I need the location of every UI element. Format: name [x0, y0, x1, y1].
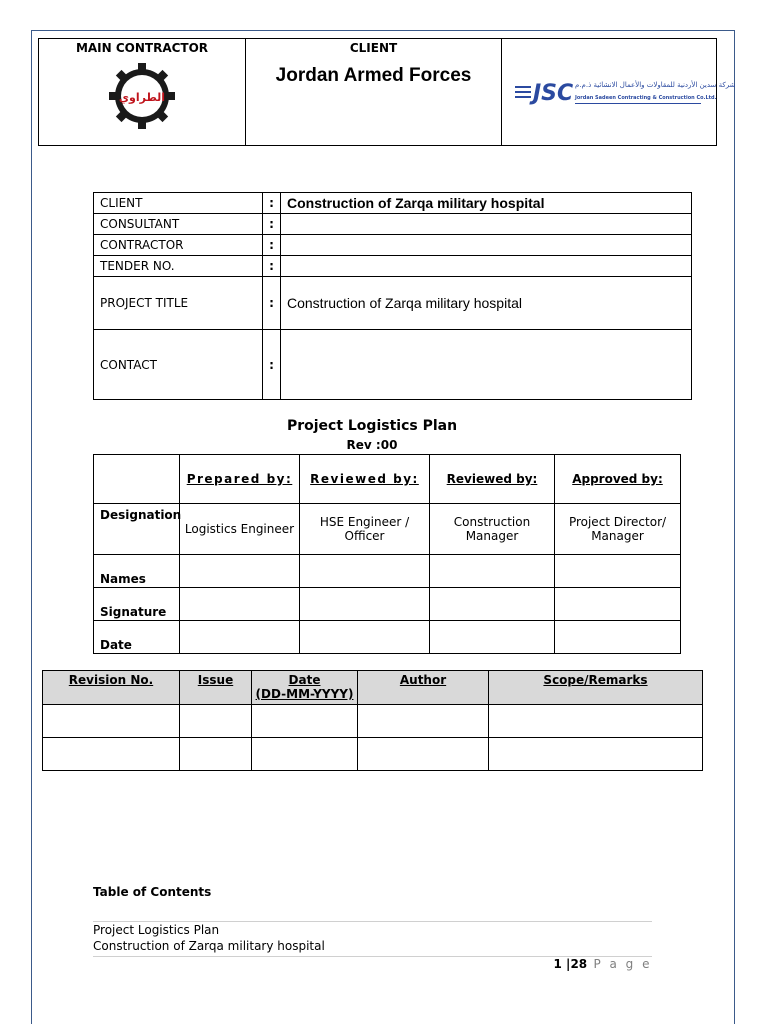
revision-cell [489, 738, 703, 771]
info-row [94, 235, 692, 256]
names-cell [555, 555, 681, 588]
info-label: CONTACT [94, 330, 263, 400]
jsc-logo-arabic: شركة سدين الأردنية للمقاولات والأعمال الانشائية ذ.م.م [575, 80, 736, 89]
revision-cell [43, 738, 180, 771]
jsc-logo [513, 74, 736, 110]
names-row [94, 555, 681, 588]
signature-cell [180, 588, 300, 621]
main-contractor-logo [107, 61, 177, 131]
info-row [94, 330, 692, 400]
page-word: P a g e [587, 957, 652, 971]
designation-cell: Project Director/ Manager [555, 504, 681, 555]
client-name: Jordan Armed Forces [275, 65, 472, 86]
document-header [38, 38, 736, 146]
date-row [94, 621, 681, 654]
table-of-contents-title: Table of Contents [93, 885, 212, 899]
revision-table [42, 670, 703, 771]
client-cell [246, 39, 502, 146]
main-contractor-label: MAIN CONTRACTOR [75, 41, 209, 55]
revision-header-row [43, 671, 703, 705]
date-label: Date [94, 621, 180, 654]
info-colon: : [263, 256, 281, 277]
info-label: CLIENT [94, 193, 263, 214]
page-number [554, 957, 652, 971]
info-value [281, 256, 692, 277]
info-colon: : [263, 235, 281, 256]
page-total: 28 [570, 957, 588, 971]
info-value [281, 330, 692, 400]
revision-row [43, 738, 703, 771]
date-cell [180, 621, 300, 654]
revision-no-header: Revision No. [43, 671, 180, 705]
date-header [252, 671, 358, 705]
scope-remarks-header: Scope/Remarks [489, 671, 703, 705]
footer-document-title: Project Logistics Plan [93, 923, 220, 937]
info-value: Construction of Zarqa military hospital [281, 277, 692, 330]
revision-cell [358, 738, 489, 771]
author-header: Author [358, 671, 489, 705]
approved-by-header: Approved by: [555, 455, 681, 504]
signature-cell [430, 588, 555, 621]
info-label: PROJECT TITLE [94, 277, 263, 330]
plan-revision: Rev :00 [346, 438, 398, 452]
date-cell [555, 621, 681, 654]
approval-header-row [94, 455, 681, 504]
date-header-label: Date [288, 673, 321, 687]
empty-cell [94, 455, 180, 504]
revision-cell [252, 705, 358, 738]
info-label: CONTRACTOR [94, 235, 263, 256]
info-value: Construction of Zarqa military hospital [281, 193, 692, 214]
revision-cell [180, 738, 252, 771]
signature-label: Signature [94, 588, 180, 621]
date-cell [300, 621, 430, 654]
info-label: TENDER NO. [94, 256, 263, 277]
info-colon: : [263, 214, 281, 235]
designation-cell: Logistics Engineer [180, 504, 300, 555]
designation-row [94, 504, 681, 555]
revision-cell [252, 738, 358, 771]
reviewed-by-header: Reviewed by: [430, 455, 555, 504]
approval-table [93, 454, 681, 654]
names-cell [430, 555, 555, 588]
signature-row [94, 588, 681, 621]
info-label: CONSULTANT [94, 214, 263, 235]
info-row [94, 277, 692, 330]
plan-title: Project Logistics Plan [286, 418, 458, 434]
info-row [94, 193, 692, 214]
client-label: CLIENT [349, 41, 398, 55]
prepared-by-header: Prepared by: [180, 455, 300, 504]
page-separator: | [561, 957, 571, 971]
jsc-logo-cell [502, 39, 736, 146]
date-cell [430, 621, 555, 654]
footer-divider [93, 921, 652, 922]
jsc-logo-english: Jordan Sadeen Contracting & Construction Co.Ltd. [575, 94, 717, 101]
footer-project-name: Construction of Zarqa military hospital [93, 939, 325, 953]
date-format-label: (DD-MM-YYYY) [255, 687, 354, 701]
info-value [281, 214, 692, 235]
main-contractor-cell [39, 39, 246, 146]
designation-cell: Construction Manager [430, 504, 555, 555]
info-row [94, 214, 692, 235]
signature-cell [555, 588, 681, 621]
info-colon: : [263, 330, 281, 400]
revision-cell [43, 705, 180, 738]
names-label: Names [94, 555, 180, 588]
issue-header: Issue [180, 671, 252, 705]
info-value [281, 235, 692, 256]
info-colon: : [263, 277, 281, 330]
names-cell [180, 555, 300, 588]
info-row [94, 256, 692, 277]
project-info-table [93, 192, 692, 400]
designation-cell: HSE Engineer / Officer [300, 504, 430, 555]
revision-cell [180, 705, 252, 738]
reviewed-by-header: Reviewed by: [300, 455, 430, 504]
designation-label: Designation [94, 504, 180, 555]
page-current: 1 [553, 957, 562, 971]
revision-row [43, 705, 703, 738]
revision-cell [489, 705, 703, 738]
names-cell [300, 555, 430, 588]
jsc-logo-mark: JSC [533, 80, 574, 106]
signature-cell [300, 588, 430, 621]
main-contractor-logo-text: الطراوي [118, 91, 166, 104]
info-colon: : [263, 193, 281, 214]
revision-cell [358, 705, 489, 738]
